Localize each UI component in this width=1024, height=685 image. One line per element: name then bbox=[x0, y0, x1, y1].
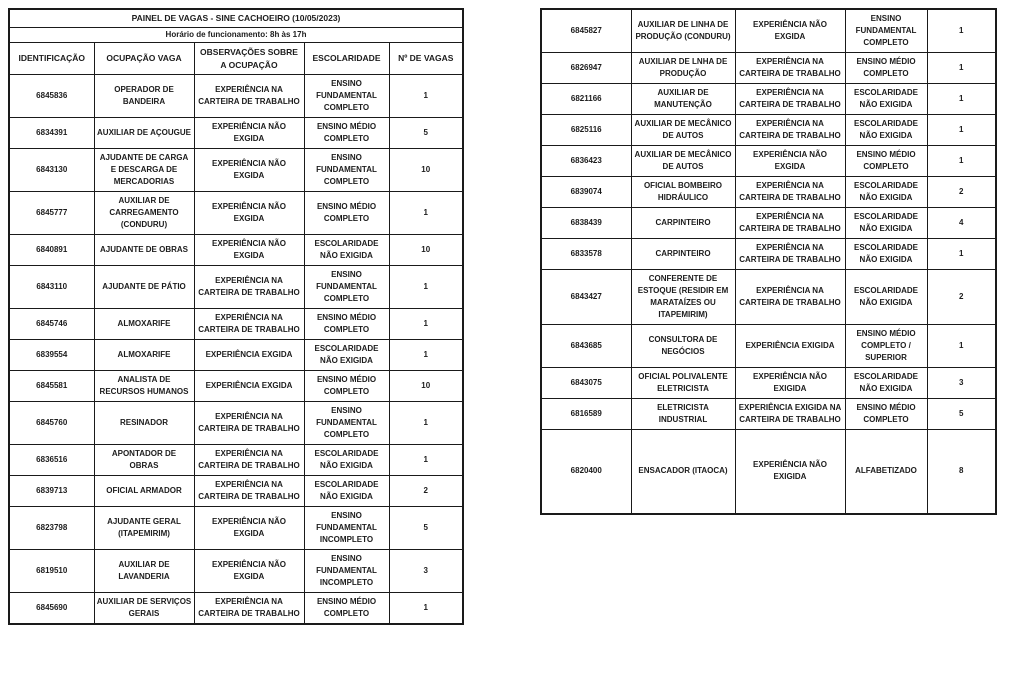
job-occupation: OFICIAL POLIVALENTE ELETRICISTA bbox=[631, 368, 735, 399]
job-id: 6843075 bbox=[541, 368, 631, 399]
job-education: ENSINO MÉDIO COMPLETO bbox=[304, 309, 389, 340]
job-vacancies: 10 bbox=[389, 235, 463, 266]
job-education: ESCOLARIDADE NÃO EXIGIDA bbox=[845, 84, 927, 115]
job-id: 6833578 bbox=[541, 239, 631, 270]
job-education: ESCOLARIDADE NÃO EXIGIDA bbox=[845, 177, 927, 208]
job-vacancies: 1 bbox=[927, 9, 996, 53]
job-id: 6819510 bbox=[9, 550, 94, 593]
job-id: 6838439 bbox=[541, 208, 631, 239]
table-row bbox=[9, 266, 463, 309]
job-occupation: AJUDANTE DE PÁTIO bbox=[94, 266, 194, 309]
subtitle-row bbox=[9, 27, 463, 42]
job-observation: EXPERIÊNCIA NÃO EXGIDA bbox=[735, 9, 845, 53]
table-row bbox=[541, 399, 996, 430]
job-observation: EXPERIÊNCIA NA CARTEIRA DE TRABALHO bbox=[735, 270, 845, 325]
job-observation: EXPERIÊNCIA EXGIDA bbox=[194, 371, 304, 402]
job-vacancies: 1 bbox=[927, 115, 996, 146]
table-row bbox=[9, 192, 463, 235]
job-id: 6816589 bbox=[541, 399, 631, 430]
job-id: 6839074 bbox=[541, 177, 631, 208]
job-education: ENSINO FUNDAMENTAL INCOMPLETO bbox=[304, 550, 389, 593]
page-title: PAINEL DE VAGAS - SINE CACHOEIRO (10/05/2023) bbox=[9, 9, 463, 27]
job-observation: EXPERIÊNCIA NA CARTEIRA DE TRABALHO bbox=[735, 53, 845, 84]
job-vacancies: 2 bbox=[389, 476, 463, 507]
job-vacancies: 5 bbox=[927, 399, 996, 430]
job-education: ENSINO FUNDAMENTAL COMPLETO bbox=[304, 149, 389, 192]
job-education: ENSINO MÉDIO COMPLETO bbox=[845, 146, 927, 177]
table-row bbox=[541, 368, 996, 399]
job-vacancies: 2 bbox=[927, 177, 996, 208]
table-row bbox=[9, 340, 463, 371]
job-education: ENSINO FUNDAMENTAL COMPLETO bbox=[304, 266, 389, 309]
table-row bbox=[9, 371, 463, 402]
job-occupation: AUXILIAR DE LAVANDERIA bbox=[94, 550, 194, 593]
job-vacancies: 1 bbox=[927, 325, 996, 368]
job-observation: EXPERIÊNCIA NA CARTEIRA DE TRABALHO bbox=[194, 476, 304, 507]
job-vacancies: 1 bbox=[389, 445, 463, 476]
job-id: 6823798 bbox=[9, 507, 94, 550]
job-vacancies: 3 bbox=[389, 550, 463, 593]
job-vacancies: 5 bbox=[389, 507, 463, 550]
job-observation: EXPERIÊNCIA NA CARTEIRA DE TRABALHO bbox=[194, 266, 304, 309]
job-id: 6845777 bbox=[9, 192, 94, 235]
job-occupation: AUXILIAR DE MECÂNICO DE AUTOS bbox=[631, 115, 735, 146]
job-occupation: APONTADOR DE OBRAS bbox=[94, 445, 194, 476]
job-observation: EXPERIÊNCIA NA CARTEIRA DE TRABALHO bbox=[194, 75, 304, 118]
table-header bbox=[9, 9, 463, 75]
job-vacancies: 1 bbox=[389, 75, 463, 118]
job-occupation: OFICIAL ARMADOR bbox=[94, 476, 194, 507]
job-education: ENSINO MÉDIO COMPLETO bbox=[845, 53, 927, 84]
job-vacancies: 1 bbox=[389, 309, 463, 340]
job-occupation: CONFERENTE DE ESTOQUE (RESIDIR EM MARATAÍZES OU ITAPEMIRIM) bbox=[631, 270, 735, 325]
job-education: ENSINO MÉDIO COMPLETO bbox=[845, 399, 927, 430]
job-vacancies: 1 bbox=[927, 239, 996, 270]
column-header-escolaridade: ESCOLARIDADE bbox=[304, 42, 389, 75]
job-education: ENSINO MÉDIO COMPLETO bbox=[304, 118, 389, 149]
job-vacancies: 1 bbox=[389, 340, 463, 371]
job-id: 6845836 bbox=[9, 75, 94, 118]
job-occupation: CONSULTORA DE NEGÓCIOS bbox=[631, 325, 735, 368]
job-education: ENSINO MÉDIO COMPLETO bbox=[304, 593, 389, 625]
page-subtitle: Horário de funcionamento: 8h às 17h bbox=[9, 27, 463, 42]
table-body-right bbox=[541, 9, 996, 514]
table-row bbox=[9, 118, 463, 149]
job-observation: EXPERIÊNCIA NA CARTEIRA DE TRABALHO bbox=[194, 593, 304, 625]
job-id: 6845581 bbox=[9, 371, 94, 402]
job-education: ESCOLARIDADE NÃO EXIGIDA bbox=[845, 115, 927, 146]
job-observation: EXPERIÊNCIA NÃO EXGIDA bbox=[194, 550, 304, 593]
job-occupation: AUXILIAR DE MANUTENÇÃO bbox=[631, 84, 735, 115]
job-observation: EXPERIÊNCIA NA CARTEIRA DE TRABALHO bbox=[735, 115, 845, 146]
job-id: 6825116 bbox=[541, 115, 631, 146]
table-row bbox=[9, 507, 463, 550]
job-vacancies: 1 bbox=[927, 84, 996, 115]
table-row bbox=[541, 177, 996, 208]
table-row bbox=[9, 149, 463, 192]
job-occupation: CARPINTEIRO bbox=[631, 239, 735, 270]
job-occupation: ALMOXARIFE bbox=[94, 340, 194, 371]
table-row bbox=[541, 208, 996, 239]
job-education: ESCOLARIDADE NÃO EXIGIDA bbox=[304, 445, 389, 476]
job-id: 6840891 bbox=[9, 235, 94, 266]
job-id: 6845827 bbox=[541, 9, 631, 53]
job-occupation: AUXILIAR DE LINHA DE PRODUÇÃO (CONDURU) bbox=[631, 9, 735, 53]
table-row bbox=[541, 325, 996, 368]
job-occupation: AUXILIAR DE CARREGAMENTO (CONDURU) bbox=[94, 192, 194, 235]
job-vacancies: 10 bbox=[389, 149, 463, 192]
table-row bbox=[9, 476, 463, 507]
job-education: ESCOLARIDADE NÃO EXIGIDA bbox=[304, 476, 389, 507]
job-vacancies: 1 bbox=[389, 192, 463, 235]
job-id: 6843427 bbox=[541, 270, 631, 325]
job-occupation: OFICIAL BOMBEIRO HIDRÁULICO bbox=[631, 177, 735, 208]
job-id: 6820400 bbox=[541, 430, 631, 514]
job-observation: EXPERIÊNCIA NÃO EXGIDA bbox=[194, 118, 304, 149]
job-observation: EXPERIÊNCIA NA CARTEIRA DE TRABALHO bbox=[735, 239, 845, 270]
job-id: 6839554 bbox=[9, 340, 94, 371]
job-id: 6836423 bbox=[541, 146, 631, 177]
column-header-vagas: Nº DE VAGAS bbox=[389, 42, 463, 75]
column-header-ocupacao: OCUPAÇÃO VAGA bbox=[94, 42, 194, 75]
job-occupation: AUXILIAR DE AÇOUGUE bbox=[94, 118, 194, 149]
job-observation: EXPERIÊNCIA NÃO EXGIDA bbox=[194, 149, 304, 192]
job-education: ESCOLARIDADE NÃO EXIGIDA bbox=[304, 235, 389, 266]
table-row bbox=[541, 115, 996, 146]
job-observation: EXPERIÊNCIA EXIGIDA NA CARTEIRA DE TRABALHO bbox=[735, 399, 845, 430]
table-row bbox=[541, 84, 996, 115]
job-education: ESCOLARIDADE NÃO EXIGIDA bbox=[845, 208, 927, 239]
table-row bbox=[541, 239, 996, 270]
job-occupation: AJUDANTE DE OBRAS bbox=[94, 235, 194, 266]
job-education: ESCOLARIDADE NÃO EXIGIDA bbox=[845, 270, 927, 325]
job-vacancies: 3 bbox=[927, 368, 996, 399]
job-vacancies: 8 bbox=[927, 430, 996, 514]
job-vacancies: 1 bbox=[927, 146, 996, 177]
job-vacancies: 5 bbox=[389, 118, 463, 149]
vacancies-table-right bbox=[540, 8, 997, 515]
job-id: 6845746 bbox=[9, 309, 94, 340]
job-education: ESCOLARIDADE NÃO EXIGIDA bbox=[304, 340, 389, 371]
job-education: ENSINO MÉDIO COMPLETO bbox=[304, 371, 389, 402]
column-header-identificacao: IDENTIFICAÇÃO bbox=[9, 42, 94, 75]
job-observation: EXPERIÊNCIA EXGIDA bbox=[194, 340, 304, 371]
job-id: 6843110 bbox=[9, 266, 94, 309]
job-occupation: AUXILIAR DE SERVIÇOS GERAIS bbox=[94, 593, 194, 625]
job-education: ENSINO FUNDAMENTAL COMPLETO bbox=[304, 75, 389, 118]
column-header-row bbox=[9, 42, 463, 75]
table-row bbox=[9, 75, 463, 118]
job-observation: EXPERIÊNCIA NA CARTEIRA DE TRABALHO bbox=[194, 445, 304, 476]
job-observation: EXPERIÊNCIA NÃO EXGIDA bbox=[194, 507, 304, 550]
job-occupation: ENSACADOR (ITAOCA) bbox=[631, 430, 735, 514]
job-vacancies: 1 bbox=[927, 53, 996, 84]
table-row bbox=[541, 270, 996, 325]
table-row bbox=[541, 53, 996, 84]
column-header-observacoes: OBSERVAÇÕES SOBRE A OCUPAÇÃO bbox=[194, 42, 304, 75]
table-row bbox=[9, 235, 463, 266]
job-observation: EXPERIÊNCIA EXIGIDA bbox=[735, 325, 845, 368]
job-observation: EXPERIÊNCIA NA CARTEIRA DE TRABALHO bbox=[735, 177, 845, 208]
job-occupation: ALMOXARIFE bbox=[94, 309, 194, 340]
job-occupation: AJUDANTE GERAL (ITAPEMIRIM) bbox=[94, 507, 194, 550]
job-observation: EXPERIÊNCIA NA CARTEIRA DE TRABALHO bbox=[194, 309, 304, 340]
table-row bbox=[9, 593, 463, 625]
job-observation: EXPERIÊNCIA NÃO EXIGIDA bbox=[735, 368, 845, 399]
job-education: ENSINO MÉDIO COMPLETO bbox=[304, 192, 389, 235]
table-row bbox=[9, 550, 463, 593]
table-row bbox=[9, 309, 463, 340]
job-observation: EXPERIÊNCIA NÃO EXIGIDA bbox=[735, 430, 845, 514]
job-vacancies: 1 bbox=[389, 593, 463, 625]
table-row bbox=[9, 402, 463, 445]
job-occupation: AUXILIAR DE MECÂNICO DE AUTOS bbox=[631, 146, 735, 177]
job-observation: EXPERIÊNCIA NÃO EXGIDA bbox=[194, 192, 304, 235]
job-vacancies: 1 bbox=[389, 402, 463, 445]
job-id: 6836516 bbox=[9, 445, 94, 476]
job-observation: EXPERIÊNCIA NA CARTEIRA DE TRABALHO bbox=[735, 208, 845, 239]
job-id: 6826947 bbox=[541, 53, 631, 84]
job-education: ESCOLARIDADE NÃO EXIGIDA bbox=[845, 239, 927, 270]
table-row bbox=[541, 430, 996, 514]
job-occupation: ELETRICISTA INDUSTRIAL bbox=[631, 399, 735, 430]
job-education: ENSINO FUNDAMENTAL COMPLETO bbox=[304, 402, 389, 445]
job-education: ALFABETIZADO bbox=[845, 430, 927, 514]
job-education: ESCOLARIDADE NÃO EXIGIDA bbox=[845, 368, 927, 399]
table-row bbox=[541, 9, 996, 53]
job-observation: EXPERIÊNCIA NA CARTEIRA DE TRABALHO bbox=[194, 402, 304, 445]
job-occupation: AUXILIAR DE LNHA DE PRODUÇÃO bbox=[631, 53, 735, 84]
job-id: 6839713 bbox=[9, 476, 94, 507]
job-vacancies: 1 bbox=[389, 266, 463, 309]
vacancies-table-left bbox=[8, 8, 464, 625]
table-body-left bbox=[9, 75, 463, 625]
job-education: ENSINO MÉDIO COMPLETO / SUPERIOR bbox=[845, 325, 927, 368]
job-observation: EXPERIÊNCIA NA CARTEIRA DE TRABALHO bbox=[735, 84, 845, 115]
table-row bbox=[9, 445, 463, 476]
job-occupation: AJUDANTE DE CARGA E DESCARGA DE MERCADORIAS bbox=[94, 149, 194, 192]
job-id: 6843685 bbox=[541, 325, 631, 368]
job-education: ENSINO FUNDAMENTAL COMPLETO bbox=[845, 9, 927, 53]
job-occupation: OPERADOR DE BANDEIRA bbox=[94, 75, 194, 118]
job-id: 6821166 bbox=[541, 84, 631, 115]
job-observation: EXPERIÊNCIA NÃO EXGIDA bbox=[194, 235, 304, 266]
table-row bbox=[541, 146, 996, 177]
job-observation: EXPERIÊNCIA NÃO EXGIDA bbox=[735, 146, 845, 177]
job-id: 6845690 bbox=[9, 593, 94, 625]
job-occupation: CARPINTEIRO bbox=[631, 208, 735, 239]
job-vacancies: 2 bbox=[927, 270, 996, 325]
job-vacancies: 4 bbox=[927, 208, 996, 239]
job-education: ENSINO FUNDAMENTAL INCOMPLETO bbox=[304, 507, 389, 550]
job-id: 6843130 bbox=[9, 149, 94, 192]
job-occupation: RESINADOR bbox=[94, 402, 194, 445]
job-id: 6834391 bbox=[9, 118, 94, 149]
title-row bbox=[9, 9, 463, 27]
job-vacancies: 10 bbox=[389, 371, 463, 402]
job-id: 6845760 bbox=[9, 402, 94, 445]
job-occupation: ANALISTA DE RECURSOS HUMANOS bbox=[94, 371, 194, 402]
